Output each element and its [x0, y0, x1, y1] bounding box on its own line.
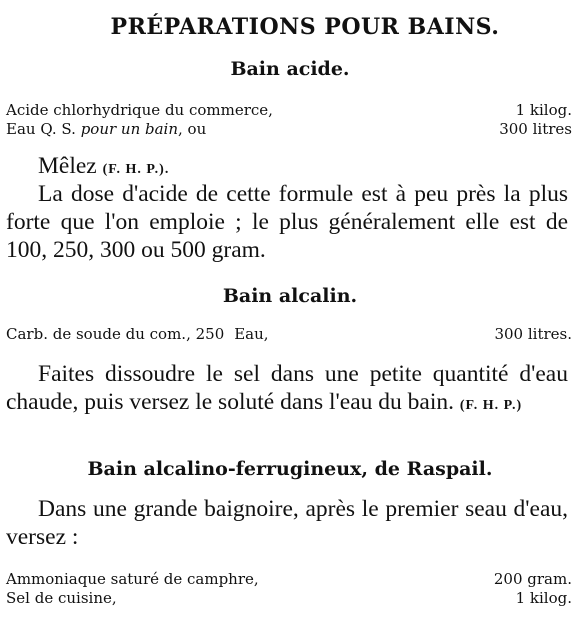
section-heading-bain-acide: Bain acide. — [230, 58, 350, 80]
source-reference: (F. H. P.). — [102, 162, 170, 177]
formula-row — [6, 120, 572, 139]
instruction-text: Faites dissoudre le sel dans une petite quantité d'eau chaude, puis versez le soluté dans l'eau du bain. — [6, 361, 568, 415]
ingredient: Carb. de soude du com., 250 — [6, 325, 225, 343]
ingredient: Ammoniaque saturé de camphre, — [6, 570, 259, 588]
formula-bain-acide — [6, 101, 572, 139]
instruction-paragraph: Dans une grande baignoire, après le premier seau d'eau, versez : — [6, 496, 568, 550]
instruction-paragraph — [6, 360, 568, 420]
ingredient: Acide chlorhydrique du commerce, — [6, 101, 273, 119]
ingredient: Eau, — [234, 325, 269, 343]
ingredient-text: , ou — [178, 120, 207, 138]
section-heading-bain-raspail: Bain alcalino-ferrugineux, de Raspail. — [87, 458, 493, 480]
formula-row — [6, 325, 572, 344]
quantity: 200 gram. — [493, 570, 572, 588]
section-heading-bain-alcalin: Bain alcalin. — [222, 285, 358, 307]
ingredient — [6, 120, 206, 139]
dose-paragraph: La dose d'acide de cette formule est à peu près la plus forte que l'on emploie ; le plus généralement elle est de 100, 250, 300 ou 500 gram. — [6, 181, 568, 263]
quantity: 300 litres — [499, 120, 572, 138]
formula-row — [6, 101, 572, 120]
ingredient-text: Eau Q. S. — [6, 120, 81, 138]
formula-bain-raspail — [6, 570, 572, 608]
formula-bain-alcalin — [6, 325, 572, 344]
formula-row — [6, 589, 572, 608]
source-reference: (F. H. P.) — [459, 398, 523, 413]
quantity: 1 kilog. — [515, 589, 572, 607]
formula-row — [6, 570, 572, 589]
quantity: 1 kilog. — [515, 101, 572, 119]
ingredient: Sel de cuisine, — [6, 589, 117, 607]
instruction-text: Mêlez — [38, 153, 97, 179]
page-title: PRÉPARATIONS POUR BAINS. — [110, 14, 500, 40]
ingredient-italic: pour un bain — [80, 120, 179, 138]
quantity: 300 litres. — [494, 325, 572, 343]
